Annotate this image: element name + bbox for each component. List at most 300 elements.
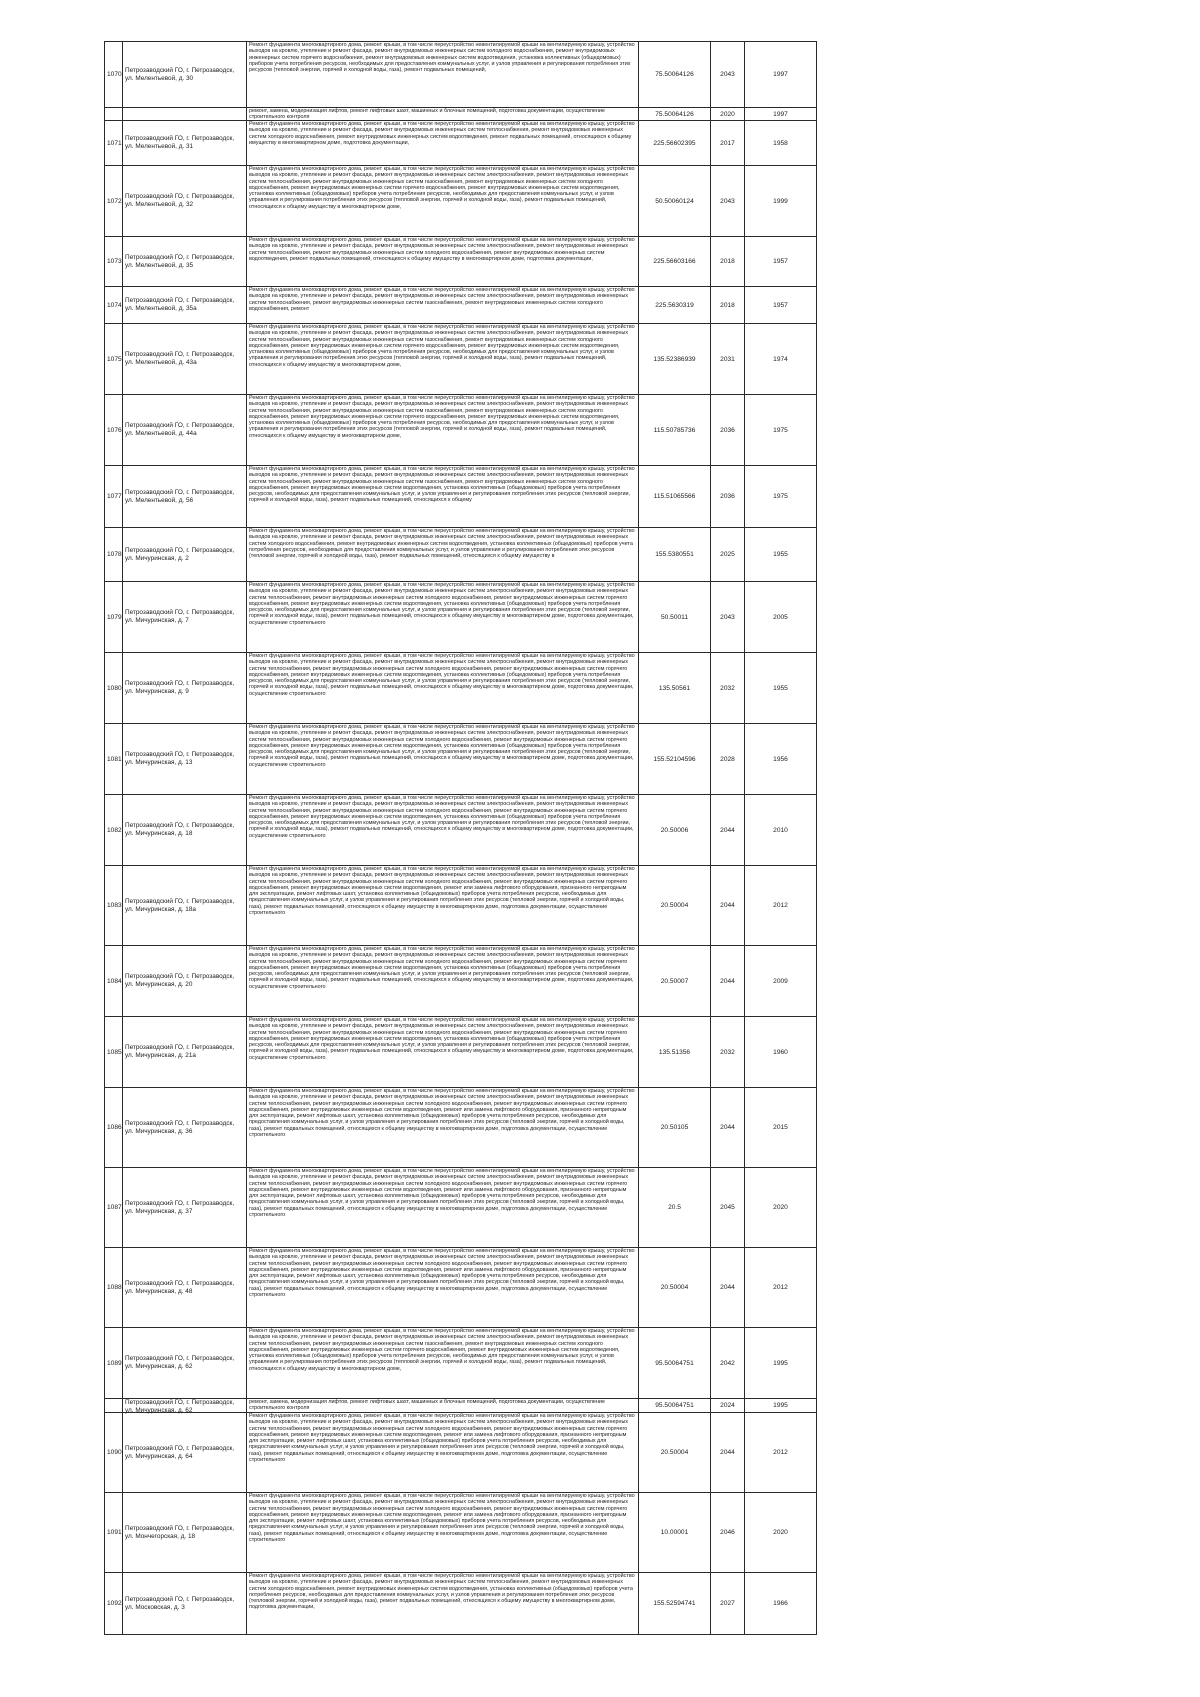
row-number xyxy=(105,121,123,166)
planned-year-cell-text: 2025 xyxy=(720,551,735,558)
works-description-cell xyxy=(247,1248,639,1328)
works-description-cell xyxy=(247,795,639,866)
address-cell-text: Петрозаводский ГО, г. Петрозаводск, ул. Мичуринская, д. 18 xyxy=(125,822,235,837)
works-description-cell-text: Ремонт фундамента многоквартирного дома, ремонт крыши, в том числе переустройство невентилируемой крыши на вентилируемую крышу, устройство выходов на кровлю, утепление и ремонт фасада, ремонт внутридомовых инженерных систем электроснабжения, ремонт внутридомовых инженерных систем теплоснабжения, ремонт внутридомовых инженерных систем холодного водоснабжения, ремонт внутридомовых инженерных систем горячего водоснабжения, ремонт внутридомовых инженерных систем водоотведения, ремонт или замена лифтового оборудования, признанного непригодным для эксплуатации, ремонт лифтовых шахт, установка коллективных (общедомовых) приборов учета потребления ресурсов, необходимых для предоставления коммунальных услуг, и узлов управления и регулирования потребления этих ресурсов (тепловой энергии, горячей и холодной воды, газа), ремонт подвальных помещений, относящихся к общему имуществу в многоквартирном доме, подготовка документации, осуществление строительного xyxy=(249,1413,635,1464)
planned-year-cell xyxy=(711,653,745,724)
planned-year-cell xyxy=(711,395,745,466)
planned-year-cell-text: 2044 xyxy=(720,902,735,909)
row-number xyxy=(105,166,123,237)
table-row xyxy=(105,946,817,1017)
built-year-cell xyxy=(745,582,817,653)
row-number-text: 1071. xyxy=(107,139,124,147)
address-cell-text: Петрозаводский ГО, г. Петрозаводск, ул. Мелентьевой, д. 43а xyxy=(125,351,235,366)
works-description-cell xyxy=(247,1573,639,1635)
built-year-cell-text: 2010 xyxy=(773,826,788,834)
table-row xyxy=(105,795,817,866)
row-number-text: 1078. xyxy=(107,551,124,558)
table-row xyxy=(105,1399,817,1413)
address-cell xyxy=(123,946,247,1017)
address-cell xyxy=(123,287,247,324)
planned-year-cell xyxy=(711,42,745,108)
address-cell-text: Петрозаводский ГО, г. Петрозаводск, ул. Мелентьевой, д. 35 xyxy=(125,253,235,269)
works-description-cell-text: Ремонт фундамента многоквартирного дома, ремонт крыши, в том числе переустройство невентилируемой крыши на вентилируемую крышу, устройство выходов на кровлю, утепление и ремонт фасада, ремонт внутридомовых инженерных систем электроснабжения, ремонт внутридомовых инженерных систем теплоснабжения, ремонт внутридомовых инженерных систем газоснабжения, ремонт внутридомовых инженерных систем холодного водоснабжения, ремонт внутридомовых инженерных систем водоотведения, установка коллективных (общедомовых) приборов учета потребления ресурсов, необходимых для предоставления коммунальных услуг, и узлов управления и регулирования потребления этих ресурсов (тепловой энергии, горячей и холодной воды, газа), ремонт подвальных помещений, относящихся к общему xyxy=(249,466,635,504)
built-year-cell xyxy=(745,1413,817,1493)
address-cell xyxy=(123,1413,247,1493)
works-description-cell-text: Ремонт фундамента многоквартирного дома, ремонт крыши, в том числе переустройство невентилируемой крыши на вентилируемую крышу, устройство выходов на кровлю, утепление и ремонт фасада, ремонт внутридомовых инженерных систем электроснабжения, ремонт внутридомовых инженерных систем теплоснабжения, ремонт внутридомовых инженерных систем холодного водоснабжения, ремонт внутридомовых инженерных систем горячего водоснабжения, ремонт внутридомовых инженерных систем водоотведения, установка коллективных (общедомовых) приборов учета потребления ресурсов, необходимых для предоставления коммунальных услуг, и узлов управления и регулирования потребления этих ресурсов (тепловой энергии, горячей и холодной воды, газа), ремонт подвальных помещений, относящихся к общему имуществу в многоквартирном доме, подготовка документации, осуществление строительного xyxy=(249,946,635,990)
works-description-cell xyxy=(247,653,639,724)
planned-year-cell-text: 2042 xyxy=(720,1359,735,1367)
address-cell-text: Петрозаводский ГО, г. Петрозаводск, ул. Мончегорская, д. 18 xyxy=(125,1524,235,1540)
address-cell-text: Петрозаводский ГО, г. Петрозаводск, ул. Мичуринская, д. 7 xyxy=(125,609,235,624)
cost-cell-text: 135.50561 xyxy=(658,684,691,692)
built-year-cell xyxy=(745,395,817,466)
cost-cell-text: 225.5630319 xyxy=(655,301,694,309)
works-description-cell xyxy=(247,1088,639,1168)
row-number xyxy=(105,946,123,1017)
built-year-cell xyxy=(745,1017,817,1088)
row-number-text: 1076. xyxy=(107,426,124,434)
planned-year-cell-text: 2028 xyxy=(720,755,735,763)
built-year-cell xyxy=(745,653,817,724)
built-year-cell-text: 2012 xyxy=(773,902,788,909)
table-row xyxy=(105,287,817,324)
cost-cell-text: 50.50011 xyxy=(660,613,688,621)
row-number xyxy=(105,42,123,108)
built-year-cell xyxy=(745,42,817,108)
works-description-cell xyxy=(247,166,639,237)
address-cell xyxy=(123,1017,247,1088)
works-description-cell-text: Ремонт фундамента многоквартирного дома, ремонт крыши, в том числе переустройство невентилируемой крыши на вентилируемую крышу, устройство выходов на кровлю, утепление и ремонт фасада, ремонт внутридомовых инженерных систем электроснабжения, ремонт внутридомовых инженерных систем теплоснабжения, ремонт внутридомовых инженерных систем холодного водоснабжения, ремонт внутридомовых инженерных систем горячего водоснабжения, ремонт внутридомовых инженерных систем водоотведения, установка коллективных (общедомовых) приборов учета потребления ресурсов, необходимых для предоставления коммунальных услуг, и узлов управления и регулирования потребления этих ресурсов (тепловой энергии, горячей и холодной воды, газа), ремонт подвальных помещений, относящихся к общему имуществу в многоквартирном доме, подготовка документации, осуществление строительного xyxy=(249,653,635,697)
table-row xyxy=(105,42,817,108)
planned-year-cell-text: 2044 xyxy=(720,826,735,834)
address-cell xyxy=(123,121,247,166)
table-row xyxy=(105,724,817,795)
built-year-cell xyxy=(745,528,817,582)
built-year-cell xyxy=(745,466,817,528)
address-cell-text: Петрозаводский ГО, г. Петрозаводск, ул. Мелентьевой, д. 30 xyxy=(125,66,235,82)
planned-year-cell xyxy=(711,795,745,866)
capital-repair-table xyxy=(104,41,817,1635)
planned-year-cell-text: 2031 xyxy=(720,355,735,363)
cost-cell xyxy=(639,166,711,237)
row-number-text: 1081. xyxy=(107,755,124,763)
address-cell-text: Петрозаводский ГО, г. Петрозаводск, ул. Мичуринская, д. 9 xyxy=(125,680,235,695)
cost-cell xyxy=(639,1017,711,1088)
planned-year-cell-text: 2017 xyxy=(720,139,735,147)
address-cell xyxy=(123,108,247,121)
address-cell xyxy=(123,395,247,466)
cost-cell-text: 95.50064751 xyxy=(655,1402,694,1409)
cost-cell-text: 95.50064751 xyxy=(655,1359,694,1367)
cost-cell-text: 20.50004 xyxy=(660,902,689,909)
built-year-cell xyxy=(745,724,817,795)
cost-cell xyxy=(639,1088,711,1168)
row-number-text: 1082. xyxy=(107,826,124,834)
address-cell-text: Петрозаводский ГО, г. Петрозаводск, ул. Мичуринская, д. 2 xyxy=(125,546,235,562)
address-cell xyxy=(123,1088,247,1168)
built-year-cell xyxy=(745,121,817,166)
table-row xyxy=(105,1088,817,1168)
built-year-cell-text: 1975 xyxy=(773,493,788,500)
row-number xyxy=(105,1088,123,1168)
built-year-cell xyxy=(745,795,817,866)
table-row xyxy=(105,528,817,582)
works-description-cell xyxy=(247,1017,639,1088)
works-description-cell-text: ремонт, замена, модернизация лифтов, ремонт лифтовых шахт, машинных и блочных помещений, подготовка документации, осуществление строительного контроля xyxy=(249,1399,605,1412)
address-cell xyxy=(123,795,247,866)
cost-cell xyxy=(639,1248,711,1328)
built-year-cell xyxy=(745,324,817,395)
works-description-cell xyxy=(247,324,639,395)
address-cell-text: Петрозаводский ГО, г. Петрозаводск, ул. Мелентьевой, д. 44а xyxy=(125,422,235,437)
built-year-cell xyxy=(745,166,817,237)
address-cell xyxy=(123,42,247,108)
built-year-cell xyxy=(745,237,817,287)
address-cell xyxy=(123,1168,247,1248)
row-number-text: 1075. xyxy=(107,355,124,363)
planned-year-cell xyxy=(711,1493,745,1573)
cost-cell xyxy=(639,582,711,653)
address-cell xyxy=(123,653,247,724)
cost-cell xyxy=(639,866,711,946)
row-number xyxy=(105,724,123,795)
cost-cell-text: 135.52386939 xyxy=(653,355,696,363)
row-number xyxy=(105,324,123,395)
built-year-cell-text: 2009 xyxy=(773,977,788,985)
cost-cell-text: 20.5 xyxy=(668,1204,681,1211)
planned-year-cell-text: 2036 xyxy=(720,426,735,434)
address-cell-text: Петрозаводский ГО, г. Петрозаводск, ул. Мичуринская, д. 18а xyxy=(125,897,235,913)
table-row xyxy=(105,108,817,121)
planned-year-cell xyxy=(711,1168,745,1248)
cost-cell-text: 225.56602395 xyxy=(653,139,696,147)
row-number-text: 1092. xyxy=(107,1600,124,1607)
built-year-cell-text: 1955 xyxy=(773,551,788,558)
cost-cell-text: 20.50105 xyxy=(660,1124,689,1131)
cost-cell-text: 155.5380551 xyxy=(655,551,694,558)
planned-year-cell-text: 2044 xyxy=(720,977,735,985)
planned-year-cell xyxy=(711,121,745,166)
planned-year-cell-text: 2032 xyxy=(720,1048,735,1056)
row-number xyxy=(105,1413,123,1493)
cost-cell xyxy=(639,42,711,108)
address-cell-text: Петрозаводский ГО, г. Петрозаводск, ул. Мичуринская, д. 20 xyxy=(125,973,235,988)
built-year-cell-text: 1975 xyxy=(773,426,788,434)
cost-cell xyxy=(639,466,711,528)
planned-year-cell-text: 2046 xyxy=(720,1529,735,1536)
planned-year-cell-text: 2043 xyxy=(720,613,735,621)
built-year-cell xyxy=(745,866,817,946)
planned-year-cell-text: 2043 xyxy=(720,71,735,78)
works-description-cell xyxy=(247,528,639,582)
built-year-cell xyxy=(745,946,817,1017)
planned-year-cell xyxy=(711,324,745,395)
cost-cell xyxy=(639,1399,711,1413)
planned-year-cell-text: 2027 xyxy=(720,1600,735,1607)
address-cell xyxy=(123,724,247,795)
address-cell-text: Петрозаводский ГО, г. Петрозаводск, ул. Московская, д. 3 xyxy=(125,1595,235,1611)
table-row xyxy=(105,653,817,724)
address-cell-text: Петрозаводский ГО, г. Петрозаводск, ул. Мелентьевой, д. 56 xyxy=(125,488,235,504)
row-number xyxy=(105,795,123,866)
address-cell-text: Петрозаводский ГО, г. Петрозаводск, ул. Мичуринская, д. 64 xyxy=(125,1444,235,1460)
planned-year-cell-text: 2018 xyxy=(720,258,735,265)
address-cell-text: Петрозаводский ГО, г. Петрозаводск, ул. Мичуринская, д. 48 xyxy=(125,1279,235,1295)
row-number xyxy=(105,466,123,528)
address-cell xyxy=(123,324,247,395)
planned-year-cell xyxy=(711,1088,745,1168)
works-description-cell-text: Ремонт фундамента многоквартирного дома, ремонт крыши, в том числе переустройство невентилируемой крыши на вентилируемую крышу, устройство выходов на кровлю, утепление и ремонт фасада, ремонт внутридомовых инженерных систем электроснабжения, ремонт внутридомовых инженерных систем теплоснабжения, ремонт внутридомовых инженерных систем газоснабжения, ремонт внутридомовых инженерных систем холодного водоснабжения, ремонт внутридомовых инженерных систем горячего водоснабжения, ремонт внутридомовых инженерных систем водоотведения, установка коллективных (общедомовых) приборов учета потребления ресурсов, необходимых для предоставления коммунальных услуг, и узлов управления и регулирования потребления этих ресурсов (тепловой энергии, горячей и холодной воды, газа), ремонт подвальных помещений, относящихся к общему имуществу в многоквартирном доме, xyxy=(249,324,635,368)
table-row xyxy=(105,1413,817,1493)
works-description-cell-text: Ремонт фундамента многоквартирного дома, ремонт крыши, в том числе переустройство невентилируемой крыши на вентилируемую крышу, устройство выходов на кровлю, утепление и ремонт фасада, ремонт внутридомовых инженерных систем электроснабжения, ремонт внутридомовых инженерных систем теплоснабжения, ремонт внутридомовых инженерных систем газоснабжения, ремонт внутридомовых инженерных систем холодного водоснабжения, ремонт внутридомовых инженерных систем горячего водоснабжения, ремонт внутридомовых инженерных систем водоотведения, установка коллективных (общедомовых) приборов учета потребления ресурсов, необходимых для предоставления коммунальных услуг, и узлов управления и регулирования потребления этих ресурсов (тепловой энергии, горячей и холодной воды, газа), ремонт подвальных помещений, относящихся к общему имуществу в многоквартирном доме, xyxy=(249,395,635,439)
row-number-text: 1086. xyxy=(107,1124,124,1131)
built-year-cell-text: 1966 xyxy=(773,1600,788,1607)
planned-year-cell-text: 2045 xyxy=(720,1204,735,1211)
row-number xyxy=(105,395,123,466)
built-year-cell-text: 1974 xyxy=(773,355,788,363)
works-description-cell xyxy=(247,1168,639,1248)
row-number-text: 1079. xyxy=(107,613,124,621)
row-number xyxy=(105,528,123,582)
built-year-cell-text: 1997 xyxy=(773,110,788,118)
row-number-text: 1073. xyxy=(107,258,124,265)
planned-year-cell xyxy=(711,724,745,795)
planned-year-cell xyxy=(711,1413,745,1493)
planned-year-cell-text: 2043 xyxy=(720,197,735,205)
address-cell xyxy=(123,866,247,946)
row-number xyxy=(105,1017,123,1088)
built-year-cell-text: 2015 xyxy=(773,1124,788,1131)
table-row xyxy=(105,237,817,287)
cost-cell xyxy=(639,1168,711,1248)
planned-year-cell xyxy=(711,582,745,653)
address-cell-text: Петрозаводский ГО, г. Петрозаводск, ул. Мичуринская, д. 62 xyxy=(125,1399,235,1414)
built-year-cell-text: 2020 xyxy=(773,1529,788,1536)
table-row xyxy=(105,466,817,528)
table-row xyxy=(105,582,817,653)
row-number xyxy=(105,866,123,946)
built-year-cell-text: 1957 xyxy=(773,301,788,309)
address-cell-text: Петрозаводский ГО, г. Петрозаводск, ул. Мелентьевой, д. 31 xyxy=(125,135,235,150)
row-number xyxy=(105,108,123,121)
cost-cell-text: 50.50060124 xyxy=(655,197,694,205)
planned-year-cell xyxy=(711,528,745,582)
address-cell-text: Петрозаводский ГО, г. Петрозаводск, ул. Мичуринская, д. 21а xyxy=(125,1044,235,1059)
built-year-cell-text: 1960 xyxy=(773,1048,788,1056)
works-description-cell xyxy=(247,1328,639,1399)
cost-cell-text: 75.50064126 xyxy=(655,71,694,78)
planned-year-cell xyxy=(711,166,745,237)
works-description-cell xyxy=(247,1399,639,1413)
built-year-cell-text: 1997 xyxy=(773,71,788,78)
planned-year-cell-text: 2044 xyxy=(720,1124,735,1131)
cost-cell xyxy=(639,1493,711,1573)
built-year-cell-text: 2005 xyxy=(773,613,788,621)
works-description-cell xyxy=(247,237,639,287)
row-number xyxy=(105,653,123,724)
cost-cell xyxy=(639,324,711,395)
address-cell xyxy=(123,166,247,237)
built-year-cell xyxy=(745,108,817,121)
works-description-cell-text: Ремонт фундамента многоквартирного дома, ремонт крыши, в том числе переустройство невентилируемой крыши на вентилируемую крышу, устройство выходов на кровлю, утепление и ремонт фасада, ремонт внутридомовых инженерных систем электроснабжения, ремонт внутридомовых инженерных систем теплоснабжения, ремонт внутридомовых инженерных систем газоснабжения, ремонт внутридомовых инженерных систем холодного водоснабжения, ремонт внутридомовых инженерных систем горячего водоснабжения, ремонт внутридомовых инженерных систем водоотведения, установка коллективных (общедомовых) приборов учета потребления ресурсов, необходимых для предоставления коммунальных услуг, и узлов управления и регулирования потребления этих ресурсов (тепловой энергии, горячей и холодной воды, газа), ремонт подвальных помещений, относящихся к общему имуществу в многоквартирном доме, xyxy=(249,166,635,210)
works-description-cell-text: Ремонт фундамента многоквартирного дома, ремонт крыши, в том числе переустройство невентилируемой крыши на вентилируемую крышу, устройство выходов на кровлю, утепление и ремонт фасада, ремонт внутридомовых инженерных систем электроснабжения, ремонт внутридомовых инженерных систем теплоснабжения, ремонт внутридомовых инженерных систем холодного водоснабжения, ремонт внутридомовых инженерных систем горячего водоснабжения, ремонт внутридомовых инженерных систем водоотведения, ремонт или замена лифтового оборудования, признанного непригодным для эксплуатации, ремонт лифтовых шахт, установка коллективных (общедомовых) приборов учета потребления ресурсов, необходимых для предоставления коммунальных услуг, и узлов управления и регулирования потребления этих ресурсов (тепловой энергии, горячей и холодной воды, газа), ремонт подвальных помещений, относящихся к общему имуществу в многоквартирном доме, подготовка документации, осуществление строительного xyxy=(249,866,635,917)
works-description-cell xyxy=(247,724,639,795)
cost-cell-text: 115.50785736 xyxy=(653,426,696,434)
row-number-text: 1088. xyxy=(107,1284,124,1291)
cost-cell xyxy=(639,395,711,466)
planned-year-cell xyxy=(711,866,745,946)
works-description-cell xyxy=(247,582,639,653)
cost-cell xyxy=(639,287,711,324)
row-number-text: 1080. xyxy=(107,684,124,692)
table-row xyxy=(105,1017,817,1088)
row-number-text: 1070. xyxy=(107,71,124,78)
address-cell xyxy=(123,528,247,582)
row-number-text: 1072. xyxy=(107,197,124,205)
planned-year-cell xyxy=(711,946,745,1017)
address-cell xyxy=(123,1493,247,1573)
built-year-cell-text: 1995 xyxy=(773,1359,788,1367)
planned-year-cell-text: 2032 xyxy=(720,684,735,692)
built-year-cell-text: 2012 xyxy=(773,1449,788,1456)
cost-cell xyxy=(639,946,711,1017)
row-number xyxy=(105,1573,123,1635)
address-cell-text: Петрозаводский ГО, г. Петрозаводск, ул. Мелентьевой, д. 32 xyxy=(125,193,235,208)
row-number-text: 1090. xyxy=(107,1449,124,1456)
address-cell xyxy=(123,1328,247,1399)
cost-cell-text: 75.50064126 xyxy=(655,110,694,118)
address-cell-text: Петрозаводский ГО, г. Петрозаводск, ул. Мичуринская, д. 62 xyxy=(125,1355,235,1370)
works-description-cell-text: Ремонт фундамента многоквартирного дома, ремонт крыши, в том числе переустройство невентилируемой крыши на вентилируемую крышу, устройство выходов на кровлю, утепление и ремонт фасада, ремонт внутридомовых инженерных систем электроснабжения, ремонт внутридомовых инженерных систем теплоснабжения, ремонт внутридомовых инженерных систем холодного водоснабжения, ремонт внутридомовых инженерных систем горячего водоснабжения, ремонт внутридомовых инженерных систем водоотведения, ремонт или замена лифтового оборудования, признанного непригодным для эксплуатации, ремонт лифтовых шахт, установка коллективных (общедомовых) приборов учета потребления ресурсов, необходимых для предоставления коммунальных услуг, и узлов управления и регулирования потребления этих ресурсов (тепловой энергии, горячей и холодной воды, газа), ремонт подвальных помещений, относящихся к общему имуществу в многоквартирном доме, подготовка документации, осуществление строительного xyxy=(249,1493,635,1544)
works-description-cell-text: Ремонт фундамента многоквартирного дома, ремонт крыши, в том числе переустройство невентилируемой крыши на вентилируемую крышу, устройство выходов на кровлю, утепление и ремонт фасада, ремонт внутридомовых инженерных систем электроснабжения, ремонт внутридомовых инженерных систем теплоснабжения, ремонт внутридомовых инженерных систем газоснабжения, ремонт внутридомовых инженерных систем холодного водоснабжения, ремонт xyxy=(249,287,635,312)
row-number xyxy=(105,1328,123,1399)
works-description-cell xyxy=(247,395,639,466)
table-row xyxy=(105,1493,817,1573)
planned-year-cell xyxy=(711,1573,745,1635)
cost-cell xyxy=(639,724,711,795)
works-description-cell-text: Ремонт фундамента многоквартирного дома, ремонт крыши, в том числе переустройство невентилируемой крыши на вентилируемую крышу, устройство выходов на кровлю, утепление и ремонт фасада, ремонт внутридомовых инженерных систем электроснабжения, ремонт внутридомовых инженерных систем теплоснабжения, ремонт внутридомовых инженерных систем холодного водоснабжения, ремонт внутридомовых инженерных систем горячего водоснабжения, ремонт внутридомовых инженерных систем водоотведения, ремонт или замена лифтового оборудования, признанного непригодным для эксплуатации, ремонт лифтовых шахт, установка коллективных (общедомовых) приборов учета потребления ресурсов, необходимых для предоставления коммунальных услуг, и узлов управления и регулирования потребления этих ресурсов (тепловой энергии, горячей и холодной воды, газа), ремонт подвальных помещений, относящихся к общему имуществу в многоквартирном доме, подготовка документации, осуществление строительного xyxy=(249,1168,635,1219)
cost-cell xyxy=(639,1328,711,1399)
works-description-cell xyxy=(247,866,639,946)
works-description-cell-text: Ремонт фундамента многоквартирного дома, ремонт крыши, в том числе переустройство невентилируемой крыши на вентилируемую крышу, устройство выходов на кровлю, утепление и ремонт фасада, ремонт внутридомовых инженерных систем теплоснабжения, ремонт внутридомовых инженерных систем холодного водоснабжения, ремонт внутридомовых инженерных систем водоотведения, установка коллективных (общедомовых) приборов учета потребления ресурсов, необходимых для предоставления коммунальных услуг, и узлов управления и регулирования потребления этих ресурсов (тепловой энергии, горячей и холодной воды, газа), ремонт подвальных помещений, относящихся к общему имуществу в многоквартирном доме, подготовка документации, xyxy=(249,1573,635,1611)
table-row xyxy=(105,1573,817,1635)
built-year-cell xyxy=(745,1248,817,1328)
address-cell-text: Петрозаводский ГО, г. Петрозаводск, ул. Мичуринская, д. 37 xyxy=(125,1199,235,1215)
cost-cell xyxy=(639,108,711,121)
row-number-text: 1089. xyxy=(107,1359,124,1367)
cost-cell-text: 225.56603166 xyxy=(653,258,696,265)
works-description-cell xyxy=(247,1493,639,1573)
cost-cell-text: 10.00001 xyxy=(660,1529,689,1536)
cost-cell-text: 155.52104596 xyxy=(653,755,696,763)
works-description-cell xyxy=(247,1413,639,1493)
works-description-cell-text: Ремонт фундамента многоквартирного дома, ремонт крыши, в том числе переустройство невентилируемой крыши на вентилируемую крышу, устройство выходов на кровлю, утепление и ремонт фасада, ремонт внутридомовых инженерных систем электроснабжения, ремонт внутридомовых инженерных систем теплоснабжения, ремонт внутридомовых инженерных систем холодного водоснабжения, ремонт внутридомовых инженерных систем горячего водоснабжения, ремонт внутридомовых инженерных систем водоотведения, ремонт или замена лифтового оборудования, признанного непригодным для эксплуатации, ремонт лифтовых шахт, установка коллективных (общедомовых) приборов учета потребления ресурсов, необходимых для предоставления коммунальных услуг, и узлов управления и регулирования потребления этих ресурсов (тепловой энергии, горячей и холодной воды, газа), ремонт подвальных помещений, относящихся к общему имуществу в многоквартирном доме, подготовка документации, осуществление строительного xyxy=(249,1088,635,1139)
works-description-cell xyxy=(247,121,639,166)
planned-year-cell-text: 2044 xyxy=(720,1449,735,1456)
table-row xyxy=(105,1168,817,1248)
works-description-cell-text: Ремонт фундамента многоквартирного дома, ремонт крыши, в том числе переустройство невентилируемой крыши на вентилируемую крышу, устройство выходов на кровлю, утепление и ремонт фасада, ремонт внутридомовых инженерных систем электроснабжения, ремонт внутридомовых инженерных систем холодного водоснабжения, ремонт внутридомовых инженерных систем водоотведения, установка коллективных (общедомовых) приборов учета потребления ресурсов, необходимых для предоставления коммунальных услуг, и узлов управления и регулирования потребления этих ресурсов (тепловой энергии, горячей и холодной воды, газа), ремонт подвальных помещений, относящихся к общему имуществу в xyxy=(249,528,635,560)
planned-year-cell-text: 2044 xyxy=(720,1284,735,1291)
works-description-cell-text: Ремонт фундамента многоквартирного дома, ремонт крыши, в том числе переустройство невентилируемой крыши на вентилируемую крышу, устройство выходов на кровлю, утепление и ремонт фасада, ремонт внутридомовых инженерных систем электроснабжения, ремонт внутридомовых инженерных систем теплоснабжения, ремонт внутридомовых инженерных систем холодного водоснабжения, ремонт внутридомовых инженерных систем горячего водоснабжения, ремонт внутридомовых инженерных систем водоотведения, установка коллективных (общедомовых) приборов учета потребления ресурсов, необходимых для предоставления коммунальных услуг, и узлов управления и регулирования потребления этих ресурсов (тепловой энергии, горячей и холодной воды, газа), ремонт подвальных помещений, относящихся к общему имуществу в многоквартирном доме, подготовка документации, осуществление строительного xyxy=(249,795,635,839)
row-number xyxy=(105,1493,123,1573)
address-cell xyxy=(123,466,247,528)
row-number xyxy=(105,287,123,324)
row-number-text: 1091. xyxy=(107,1529,124,1536)
cost-cell xyxy=(639,1413,711,1493)
row-number xyxy=(105,582,123,653)
planned-year-cell xyxy=(711,1328,745,1399)
cost-cell-text: 20.50004 xyxy=(660,1284,689,1291)
planned-year-cell-text: 2020 xyxy=(720,110,735,118)
works-description-cell-text: Ремонт фундамента многоквартирного дома, ремонт крыши, в том числе переустройство невентилируемой крыши на вентилируемую крышу, устройство выходов на кровлю, утепление и ремонт фасада, ремонт внутридомовых инженерных систем электроснабжения, ремонт внутридомовых инженерных систем теплоснабжения, ремонт внутридомовых инженерных систем газоснабжения, ремонт внутридомовых инженерных систем холодного водоснабжения, ремонт внутридомовых инженерных систем горячего водоснабжения, ремонт внутридомовых инженерных систем водоотведения, установка коллективных (общедомовых) приборов учета потребления ресурсов, необходимых для предоставления коммунальных услуг, и узлов управления и регулирования потребления этих ресурсов (тепловой энергии, горячей и холодной воды, газа), ремонт подвальных помещений, относящихся к общему имуществу в многоквартирном доме, xyxy=(249,1328,635,1372)
cost-cell-text: 135.51356 xyxy=(658,1048,691,1056)
table-row xyxy=(105,121,817,166)
built-year-cell-text: 1958 xyxy=(773,139,788,147)
row-number xyxy=(105,237,123,287)
built-year-cell xyxy=(745,1168,817,1248)
row-number-text: 1087. xyxy=(107,1204,124,1211)
planned-year-cell xyxy=(711,1399,745,1413)
planned-year-cell xyxy=(711,1017,745,1088)
built-year-cell-text: 2012 xyxy=(773,1284,788,1291)
table-row xyxy=(105,1248,817,1328)
cost-cell-text: 20.50007 xyxy=(660,977,689,985)
table-row xyxy=(105,324,817,395)
row-number-text: 1074. xyxy=(107,301,124,309)
table-body xyxy=(105,42,817,1635)
row-number-text: 1084. xyxy=(107,977,124,985)
cost-cell-text: 155.52594741 xyxy=(653,1600,696,1607)
row-number xyxy=(105,1168,123,1248)
planned-year-cell xyxy=(711,466,745,528)
address-cell xyxy=(123,1248,247,1328)
cost-cell xyxy=(639,1573,711,1635)
planned-year-cell-text: 2018 xyxy=(720,301,735,309)
row-number xyxy=(105,1399,123,1413)
cost-cell xyxy=(639,528,711,582)
row-number-text: 1083. xyxy=(107,902,124,909)
works-description-cell-text: Ремонт фундамента многоквартирного дома, ремонт крыши, в том числе переустройство невентилируемой крыши на вентилируемую крышу, устройство выходов на кровлю, утепление и ремонт фасада, ремонт внутридомовых инженерных систем теплоснабжения, ремонт внутридомовых инженерных систем холодного водоснабжения, ремонт внутридомовых инженерных систем водоотведения, ремонт подвальных помещений, относящихся к общему имуществу в многоквартирном доме, подготовка документации, xyxy=(249,121,635,146)
address-cell-text: Петрозаводский ГО, г. Петрозаводск, ул. Мичуринская, д. 36 xyxy=(125,1119,235,1135)
built-year-cell xyxy=(745,1493,817,1573)
planned-year-cell xyxy=(711,108,745,121)
address-cell xyxy=(123,237,247,287)
works-description-cell xyxy=(247,466,639,528)
planned-year-cell xyxy=(711,1248,745,1328)
built-year-cell-text: 1955 xyxy=(773,684,788,692)
cost-cell-text: 115.51065566 xyxy=(653,493,696,500)
table-row xyxy=(105,166,817,237)
built-year-cell xyxy=(745,1088,817,1168)
cost-cell xyxy=(639,237,711,287)
row-number-text: 1077. xyxy=(107,493,124,500)
planned-year-cell xyxy=(711,237,745,287)
cost-cell xyxy=(639,795,711,866)
works-description-cell-text: ремонт, замена, модернизация лифтов, ремонт лифтовых шахт, машинных и блочных помещений, подготовка документации, осуществление строительного контроля xyxy=(249,108,605,121)
built-year-cell-text: 1995 xyxy=(773,1402,788,1409)
address-cell-text: Петрозаводский ГО, г. Петрозаводск, ул. Мелентьевой, д. 35а xyxy=(125,297,235,312)
works-description-cell xyxy=(247,287,639,324)
table-row xyxy=(105,866,817,946)
built-year-cell xyxy=(745,1573,817,1635)
table-row xyxy=(105,395,817,466)
works-description-cell-text: Ремонт фундамента многоквартирного дома, ремонт крыши, в том числе переустройство невентилируемой крыши на вентилируемую крышу, устройство выходов на кровлю, утепление и ремонт фасада, ремонт внутридомовых инженерных систем электроснабжения, ремонт внутридомовых инженерных систем теплоснабжения, ремонт внутридомовых инженерных систем холодного водоснабжения, ремонт внутридомовых инженерных систем горячего водоснабжения, ремонт внутридомовых инженерных систем водоотведения, установка коллективных (общедомовых) приборов учета потребления ресурсов, необходимых для предоставления коммунальных услуг, и узлов управления и регулирования потребления этих ресурсов (тепловой энергии, горячей и холодной воды, газа), ремонт подвальных помещений, относящихся к общему имуществу в многоквартирном доме, подготовка документации, осуществление строительного xyxy=(249,1017,635,1061)
cost-cell-text: 20.50004 xyxy=(660,1449,689,1456)
built-year-cell-text: 1956 xyxy=(773,755,788,763)
built-year-cell xyxy=(745,1399,817,1413)
works-description-cell-text: Ремонт фундамента многоквартирного дома, ремонт крыши, в том числе переустройство невентилируемой крыши на вентилируемую крышу, устройство выходов на кровлю, утепление и ремонт фасада, ремонт внутридомовых инженерных систем электроснабжения, ремонт внутридомовых инженерных систем теплоснабжения, ремонт внутридомовых инженерных систем холодного водоснабжения, ремонт внутридомовых инженерных систем горячего водоснабжения, ремонт внутридомовых инженерных систем водоотведения, установка коллективных (общедомовых) приборов учета потребления ресурсов, необходимых для предоставления коммунальных услуг, и узлов управления и регулирования потребления этих ресурсов (тепловой энергии, горячей и холодной воды, газа), ремонт подвальных помещений, относящихся к общему имуществу в многоквартирном доме, подготовка документации, осуществление строительного xyxy=(249,724,635,768)
planned-year-cell-text: 2024 xyxy=(720,1402,735,1409)
